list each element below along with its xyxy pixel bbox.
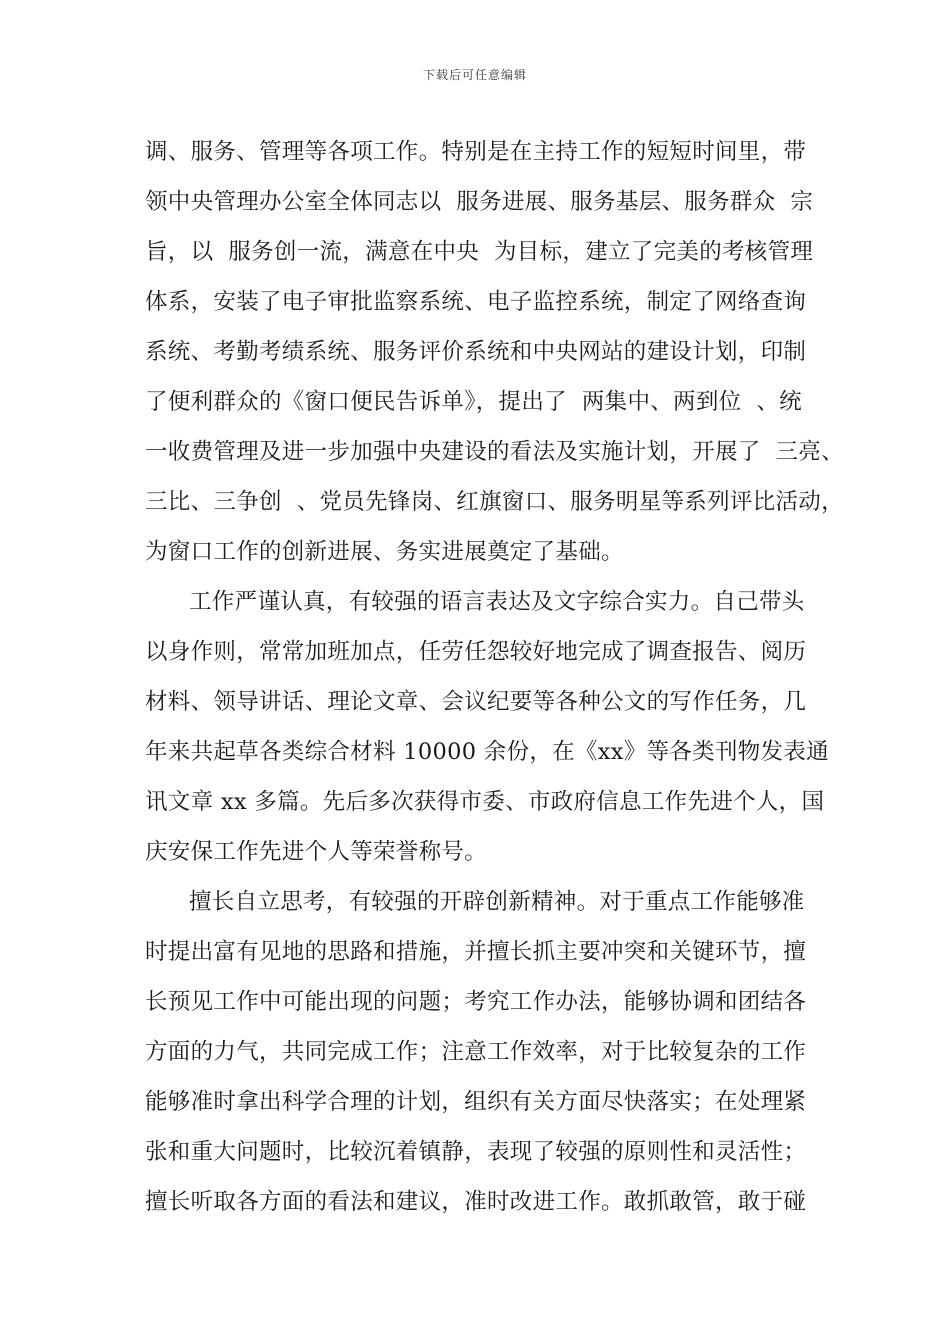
page-header: 下载后可任意编辑: [422, 68, 527, 82]
text-line: 体系，安装了电子审批监察系统、电子监控系统，制定了网络查询: [145, 289, 807, 315]
text-line: 材料、领导讲话、理论文章、会议纪要等各种公文的写作任务，几: [145, 689, 807, 715]
text-line: 长预见工作中可能出现的问题；考究工作办法，能够协调和团结各: [145, 989, 807, 1015]
document-body: [145, 127, 844, 1227]
text-line: 了便利群众的《窗口便民告诉单》，提出了 两集中、两到位 、统: [145, 389, 802, 415]
text-line: 旨，以 服务创一流，满意在中央 为目标，建立了完美的考核管理: [145, 239, 814, 265]
text-line: 系统、考勤考绩系统、服务评价系统和中央网站的建设计划，印制: [145, 339, 807, 365]
paragraph-2: [145, 577, 829, 877]
text-line: 方面的力气，共同完成工作；注意工作效率，对于比较复杂的工作: [145, 1039, 807, 1065]
text-line: 一收费管理及进一步加强中央建设的看法及实施计划，开展了 三亮、: [145, 439, 844, 465]
text-line: 工作严谨认真，有较强的语言表达及文字综合实力。自己带头: [189, 589, 805, 615]
text-line: 三比、三争创 、党员先锋岗、红旗窗口、服务明星等系列评比活动，: [145, 489, 844, 515]
text-line: 张和重大问题时，比较沉着镇静，表现了较强的原则性和灵活性；: [145, 1139, 807, 1165]
text-line: 调、服务、管理等各项工作。特别是在主持工作的短短时间里，带: [145, 139, 807, 165]
text-line: 领中央管理办公室全体同志以 服务进展、服务基层、服务群众 宗: [145, 189, 814, 215]
text-line: 为窗口工作的创新进展、务实进展奠定了基础。: [145, 539, 624, 565]
text-line: 时提出富有见地的思路和措施，并擅长抓主要冲突和关键环节，擅: [145, 939, 807, 965]
text-line: 庆安保工作先进个人等荣誉称号。: [145, 839, 488, 865]
paragraph-3: [145, 877, 825, 1227]
paragraph-1: [145, 127, 844, 577]
text-line: 以身作则，常常加班加点，任劳任怨较好地完成了调查报告、阅历: [145, 639, 807, 665]
text-line: 能够准时拿出科学合理的计划，组织有关方面尽快落实；在处理紧: [145, 1089, 807, 1115]
text-line: 年来共起草各类综合材料 10000 余份，在《xx》等各类刊物发表通: [145, 739, 829, 765]
text-line: 擅长自立思考，有较强的开辟创新精神。对于重点工作能够准: [189, 889, 805, 915]
text-line: 讯文章 xx 多篇。先后多次获得市委、市政府信息工作先进个人，国: [145, 789, 825, 815]
text-line: 擅长听取各方面的看法和建议，准时改进工作。敢抓敢管，敢于碰: [145, 1189, 807, 1215]
